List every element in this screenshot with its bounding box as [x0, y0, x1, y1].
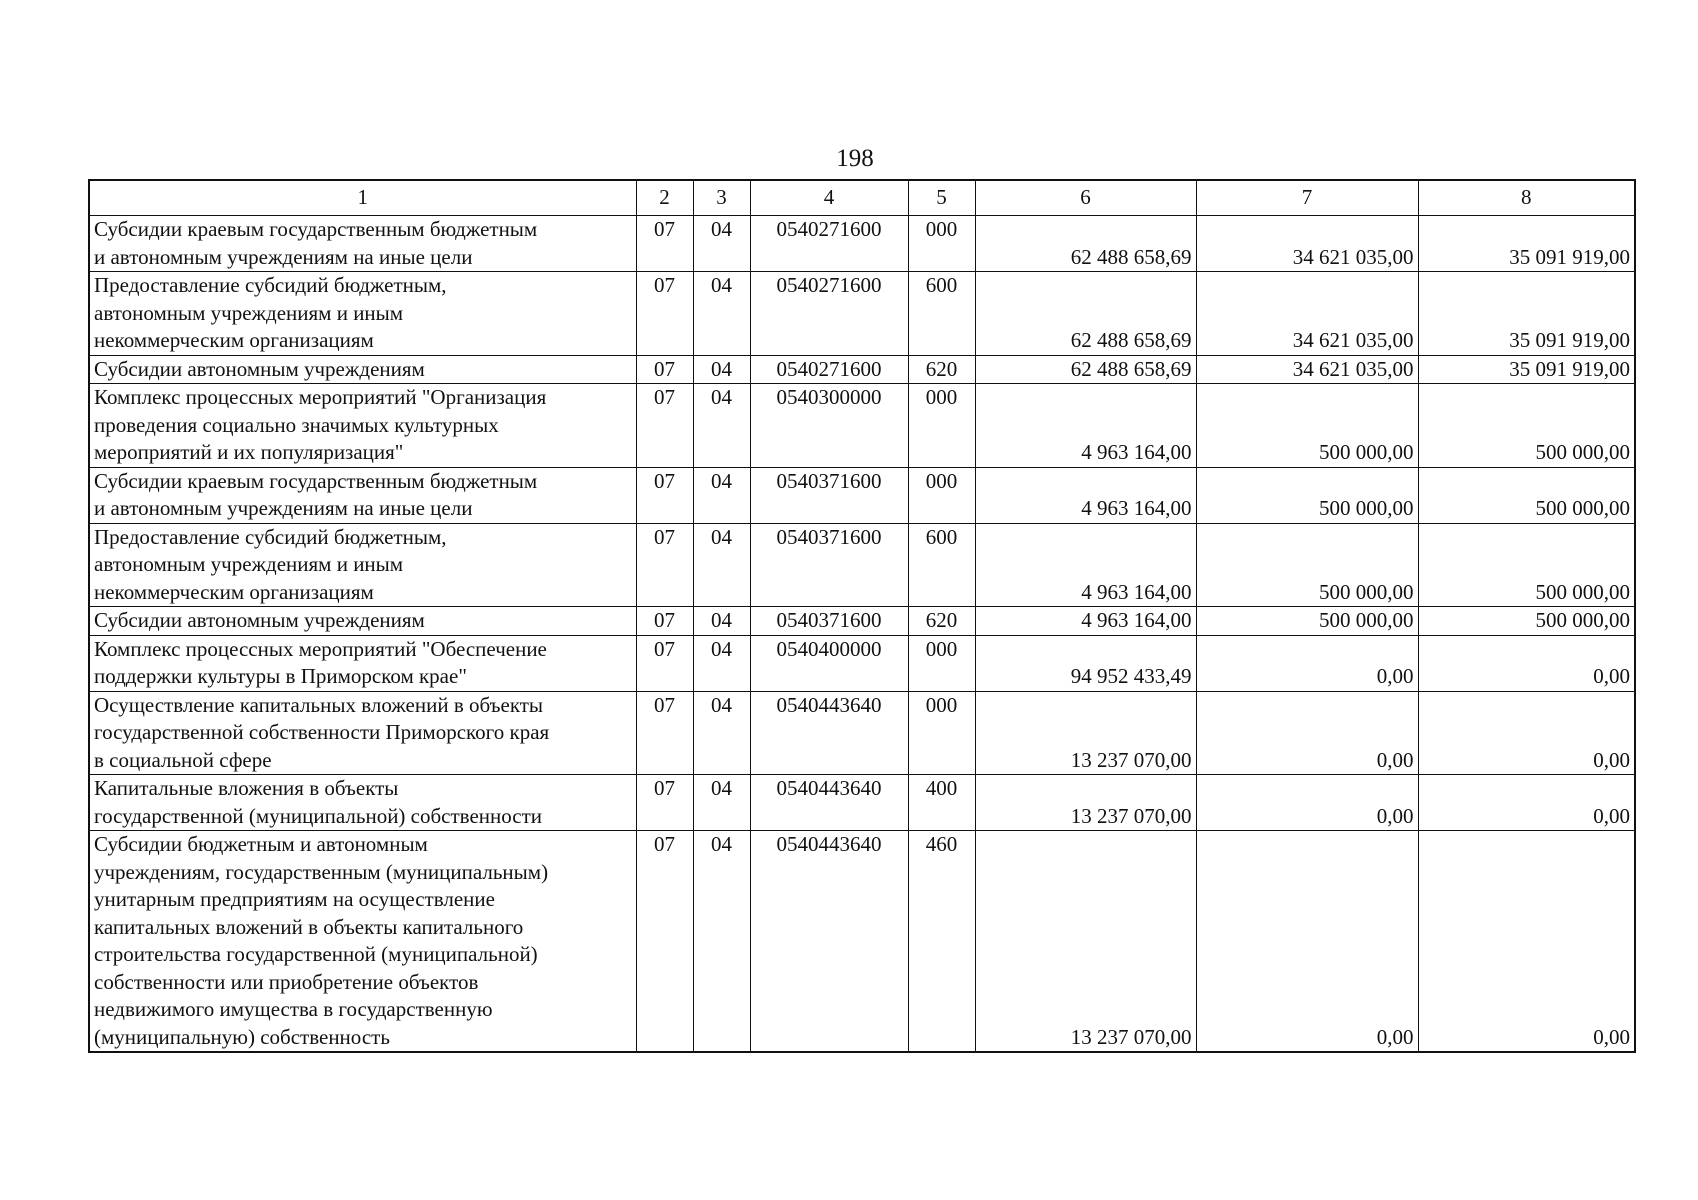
column-header: 2: [636, 180, 693, 216]
subsection-code: 04: [693, 831, 750, 1053]
budget-table: [88, 179, 1636, 1053]
amount-year-1: 4 963 164,00: [975, 467, 1196, 523]
table-row: [89, 272, 1635, 356]
amount-year-2: 500 000,00: [1196, 384, 1418, 468]
item-name: Субсидии автономным учреждениям: [89, 607, 636, 636]
amount-year-2: 0,00: [1196, 635, 1418, 691]
expense-type-code: 600: [908, 272, 975, 356]
amount-year-3: 500 000,00: [1418, 607, 1635, 636]
header-row: [89, 180, 1635, 216]
amount-year-2: 34 621 035,00: [1196, 272, 1418, 356]
amount-year-1: 62 488 658,69: [975, 216, 1196, 272]
section-code: 07: [636, 216, 693, 272]
item-name: Комплекс процессных мероприятий "Организация проведения социально значимых культурных мероприятий и их популяризация": [89, 384, 636, 468]
subsection-code: 04: [693, 523, 750, 607]
section-code: 07: [636, 691, 693, 775]
amount-year-1: 4 963 164,00: [975, 607, 1196, 636]
amount-year-2: 34 621 035,00: [1196, 355, 1418, 384]
amount-year-1: 94 952 433,49: [975, 635, 1196, 691]
expense-type-code: 000: [908, 216, 975, 272]
item-name: Субсидии автономным учреждениям: [89, 355, 636, 384]
amount-year-2: 0,00: [1196, 775, 1418, 831]
amount-year-2: 500 000,00: [1196, 523, 1418, 607]
target-article-code: 0540443640: [750, 775, 908, 831]
column-header: 3: [693, 180, 750, 216]
amount-year-3: 0,00: [1418, 635, 1635, 691]
column-header: 8: [1418, 180, 1635, 216]
table-row: [89, 635, 1635, 691]
amount-year-2: 500 000,00: [1196, 607, 1418, 636]
amount-year-2: 500 000,00: [1196, 467, 1418, 523]
column-header: 5: [908, 180, 975, 216]
subsection-code: 04: [693, 775, 750, 831]
column-header: 7: [1196, 180, 1418, 216]
subsection-code: 04: [693, 607, 750, 636]
expense-type-code: 620: [908, 607, 975, 636]
subsection-code: 04: [693, 216, 750, 272]
table-row: [89, 775, 1635, 831]
table-row: [89, 523, 1635, 607]
table-row: [89, 831, 1635, 1053]
amount-year-2: 0,00: [1196, 831, 1418, 1053]
subsection-code: 04: [693, 635, 750, 691]
amount-year-3: 500 000,00: [1418, 523, 1635, 607]
expense-type-code: 000: [908, 467, 975, 523]
subsection-code: 04: [693, 384, 750, 468]
expense-type-code: 000: [908, 384, 975, 468]
amount-year-1: 62 488 658,69: [975, 355, 1196, 384]
item-name: Капитальные вложения в объекты государственной (муниципальной) собственности: [89, 775, 636, 831]
table-row: [89, 607, 1635, 636]
amount-year-1: 4 963 164,00: [975, 523, 1196, 607]
target-article-code: 0540443640: [750, 831, 908, 1053]
expense-type-code: 460: [908, 831, 975, 1053]
table-row: [89, 355, 1635, 384]
section-code: 07: [636, 272, 693, 356]
target-article-code: 0540371600: [750, 467, 908, 523]
section-code: 07: [636, 607, 693, 636]
amount-year-3: 0,00: [1418, 831, 1635, 1053]
amount-year-3: 0,00: [1418, 775, 1635, 831]
item-name: Субсидии бюджетным и автономным учреждениям, государственным (муниципальным) унитарным предприятиям на осуществление капитальных вложений в объекты капитального строительства государственной (муниципальной) собственности или приобретение объектов недвижимого имущества в государственную (муниципальную) собственность: [89, 831, 636, 1053]
expense-type-code: 620: [908, 355, 975, 384]
amount-year-3: 35 091 919,00: [1418, 355, 1635, 384]
target-article-code: 0540443640: [750, 691, 908, 775]
amount-year-1: 13 237 070,00: [975, 691, 1196, 775]
expense-type-code: 600: [908, 523, 975, 607]
amount-year-1: 13 237 070,00: [975, 775, 1196, 831]
section-code: 07: [636, 831, 693, 1053]
amount-year-3: 0,00: [1418, 691, 1635, 775]
item-name: Предоставление субсидий бюджетным, автономным учреждениям и иным некоммерческим организациям: [89, 272, 636, 356]
target-article-code: 0540271600: [750, 355, 908, 384]
target-article-code: 0540371600: [750, 607, 908, 636]
amount-year-1: 4 963 164,00: [975, 384, 1196, 468]
item-name: Комплекс процессных мероприятий "Обеспечение поддержки культуры в Приморском крае": [89, 635, 636, 691]
target-article-code: 0540300000: [750, 384, 908, 468]
section-code: 07: [636, 467, 693, 523]
section-code: 07: [636, 635, 693, 691]
expense-type-code: 000: [908, 691, 975, 775]
expense-type-code: 000: [908, 635, 975, 691]
item-name: Предоставление субсидий бюджетным, автономным учреждениям и иным некоммерческим организациям: [89, 523, 636, 607]
amount-year-3: 500 000,00: [1418, 467, 1635, 523]
section-code: 07: [636, 523, 693, 607]
target-article-code: 0540400000: [750, 635, 908, 691]
amount-year-1: 62 488 658,69: [975, 272, 1196, 356]
section-code: 07: [636, 355, 693, 384]
table-row: [89, 467, 1635, 523]
subsection-code: 04: [693, 355, 750, 384]
item-name: Осуществление капитальных вложений в объекты государственной собственности Приморского края в социальной сфере: [89, 691, 636, 775]
target-article-code: 0540271600: [750, 272, 908, 356]
target-article-code: 0540371600: [750, 523, 908, 607]
subsection-code: 04: [693, 272, 750, 356]
column-header: 6: [975, 180, 1196, 216]
table-row: [89, 216, 1635, 272]
section-code: 07: [636, 775, 693, 831]
target-article-code: 0540271600: [750, 216, 908, 272]
page-number: 198: [836, 145, 874, 172]
subsection-code: 04: [693, 467, 750, 523]
column-header: 1: [89, 180, 636, 216]
table-row: [89, 384, 1635, 468]
amount-year-2: 0,00: [1196, 691, 1418, 775]
amount-year-3: 35 091 919,00: [1418, 272, 1635, 356]
amount-year-2: 34 621 035,00: [1196, 216, 1418, 272]
amount-year-3: 500 000,00: [1418, 384, 1635, 468]
amount-year-1: 13 237 070,00: [975, 831, 1196, 1053]
item-name: Субсидии краевым государственным бюджетным и автономным учреждениям на иные цели: [89, 467, 636, 523]
subsection-code: 04: [693, 691, 750, 775]
amount-year-3: 35 091 919,00: [1418, 216, 1635, 272]
section-code: 07: [636, 384, 693, 468]
item-name: Субсидии краевым государственным бюджетным и автономным учреждениям на иные цели: [89, 216, 636, 272]
expense-type-code: 400: [908, 775, 975, 831]
column-header: 4: [750, 180, 908, 216]
table-row: [89, 691, 1635, 775]
